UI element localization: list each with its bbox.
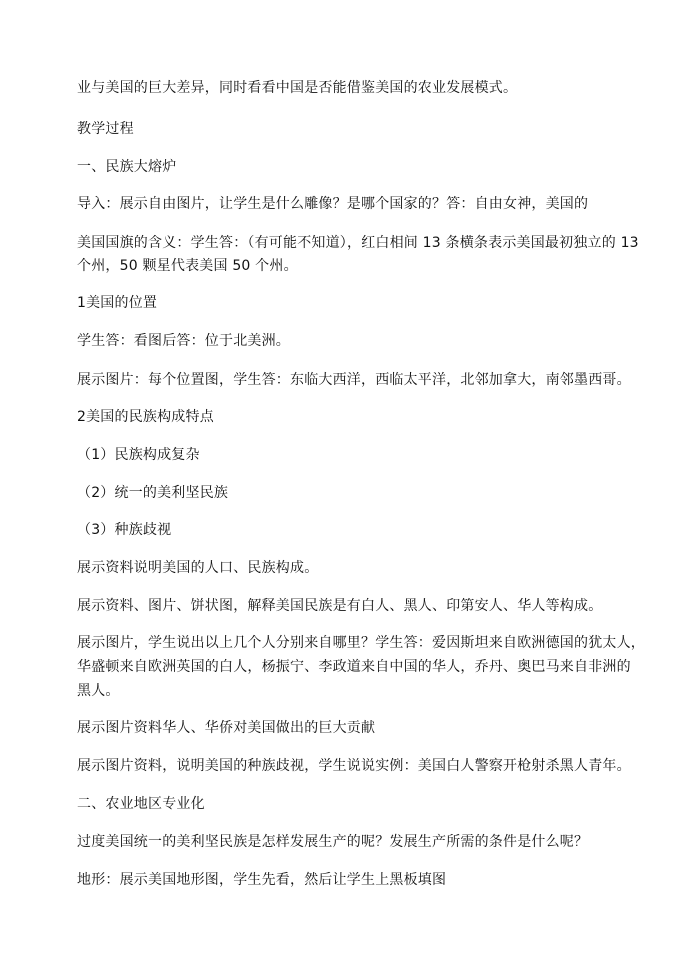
- paragraph-racial-discrimination: 展示图片资料，说明美国的种族歧视，学生说说实例：美国白人警察开枪射杀黑人青年。: [77, 758, 631, 774]
- paragraph-transition: 过度美国统一的美利坚民族是怎样发展生产的呢？发展生产所需的条件是什么呢？: [77, 834, 589, 850]
- paragraph-terrain: 地形：展示美国地形图，学生先看，然后让学生上黑板填图: [77, 872, 447, 888]
- paragraph-chinese-contribution: 展示图片资料华人、华侨对美国做出的巨大贡献: [77, 720, 376, 736]
- paragraph-location-neighbors: 展示图片：每个位置图，学生答：东临大西洋，西临太平洋，北邻加拿大，南邻墨西哥。: [77, 372, 631, 388]
- heading-section-one: 一、民族大熔炉: [77, 159, 177, 175]
- heading-location: 1美国的位置: [77, 295, 158, 311]
- paragraph-famous-people: 展示图片，学生说出以上几个人分别来自哪里？学生答：爱因斯坦来自欧洲德国的犹太人，: [77, 635, 645, 651]
- paragraph-location-answer: 学生答：看图后答：位于北美洲。: [77, 333, 290, 349]
- paragraph-flag-meaning-cont: 个州，50 颗星代表美国 50 个州。: [77, 258, 298, 274]
- heading-ethnic-composition: 2美国的民族构成特点: [77, 409, 214, 425]
- paragraph-flag-meaning: 美国国旗的含义：学生答：（有可能不知道），红白相间 13 条横条表示美国最初独立的 13: [77, 235, 639, 251]
- heading-teaching-process: 教学过程: [77, 121, 134, 137]
- list-item-2: （2）统一的美利坚民族: [77, 485, 229, 501]
- paragraph-famous-people-end: 黑人。: [77, 683, 120, 699]
- paragraph-intro-continuation: 业与美国的巨大差异，同时看看中国是否能借鉴美国的农业发展模式。: [77, 80, 518, 96]
- paragraph-population-data: 展示资料说明美国的人口、民族构成。: [77, 560, 319, 576]
- heading-section-two: 二、农业地区专业化: [77, 796, 205, 812]
- paragraph-introduction: 导入：展示自由图片，让学生是什么雕像？是哪个国家的？答：自由女神，美国的: [77, 196, 589, 212]
- list-item-1: （1）民族构成复杂: [77, 447, 200, 463]
- paragraph-ethnic-groups: 展示资料、图片、饼状图，解释美国民族是有白人、黑人、印第安人、华人等构成。: [77, 598, 603, 614]
- paragraph-famous-people-cont: 华盛顿来自欧洲英国的白人，杨振宁、李政道来自中国的华人，乔丹、奥巴马来自非洲的: [77, 659, 631, 675]
- list-item-3: （3）种族歧视: [77, 522, 172, 538]
